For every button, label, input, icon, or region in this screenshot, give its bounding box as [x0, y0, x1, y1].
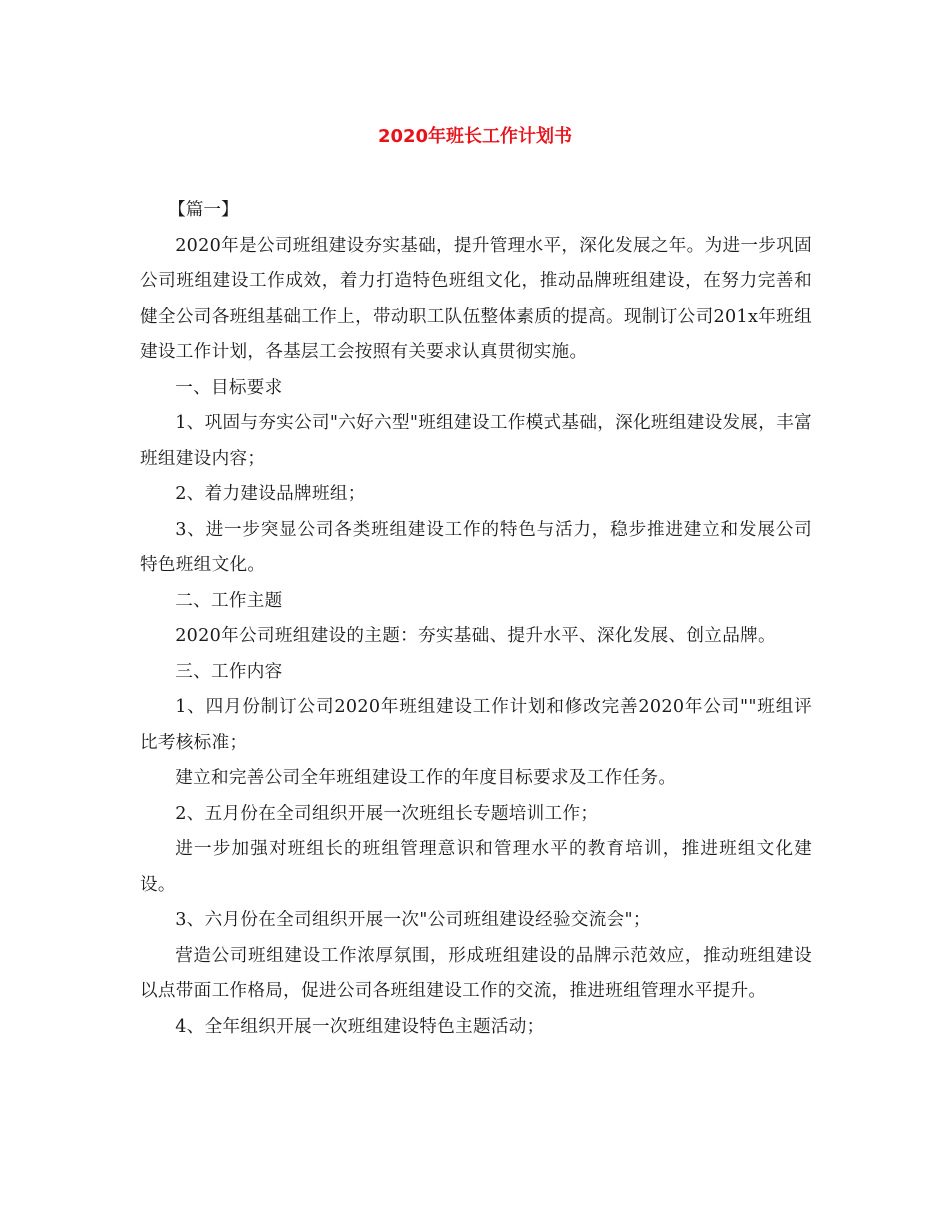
paragraph-goal-3: 3、进一步突显公司各类班组建设工作的特色与活力，稳步推进建立和发展公司特色班组文化。	[140, 519, 812, 575]
paragraph-content-1: 1、四月份制订公司2020年班组建设工作计划和修改完善2020年公司""班组评比考核标准；	[140, 697, 812, 753]
paragraph-content-3: 3、六月份在全司组织开展一次"公司班组建设经验交流会"；	[175, 910, 651, 930]
paragraph-content-2-detail: 进一步加强对班组长的班组管理意识和管理水平的教育培训，推进班组文化建设。	[140, 839, 812, 895]
heading-content: 三、工作内容	[175, 661, 283, 682]
document-title: 2020年班长工作计划书	[377, 126, 573, 147]
paragraph-content-3-detail: 营造公司班组建设工作浓厚氛围，形成班组建设的品牌示范效应，推动班组建设以点带面工作格局，促进公司各班组建设工作的交流，推进班组管理水平提升。	[140, 945, 812, 1001]
document-body	[140, 193, 812, 1045]
heading-goals: 一、目标要求	[175, 377, 283, 398]
section-label: 【篇一】	[168, 200, 239, 220]
paragraph-goal-1: 1、巩固与夯实公司"六好六型"班组建设工作模式基础，深化班组建设发展，丰富班组建设内容；	[140, 413, 812, 469]
heading-theme: 二、工作主题	[175, 590, 283, 611]
paragraph-content-2: 2、五月份在全司组织开展一次班组长专题培训工作；	[175, 803, 599, 824]
paragraph-intro: 2020年是公司班组建设夯实基础，提升管理水平，深化发展之年。为进一步巩固公司班组建设工作成效，着力打造特色班组文化，推动品牌班组建设，在努力完善和健全公司各班组基础工作上，带动职工队伍整体素质的提高。现制订公司201x年班组建设工作计划，各基层工会按照有关要求认真贯彻实施。	[140, 235, 812, 362]
paragraph-theme: 2020年公司班组建设的主题：夯实基础、提升水平、深化发展、创立品牌。	[175, 626, 776, 646]
paragraph-content-1-detail: 建立和完善公司全年班组建设工作的年度目标要求及工作任务。	[175, 768, 677, 788]
paragraph-goal-2: 2、着力建设品牌班组；	[175, 484, 366, 504]
paragraph-content-4: 4、全年组织开展一次班组建设特色主题活动；	[175, 1016, 545, 1037]
